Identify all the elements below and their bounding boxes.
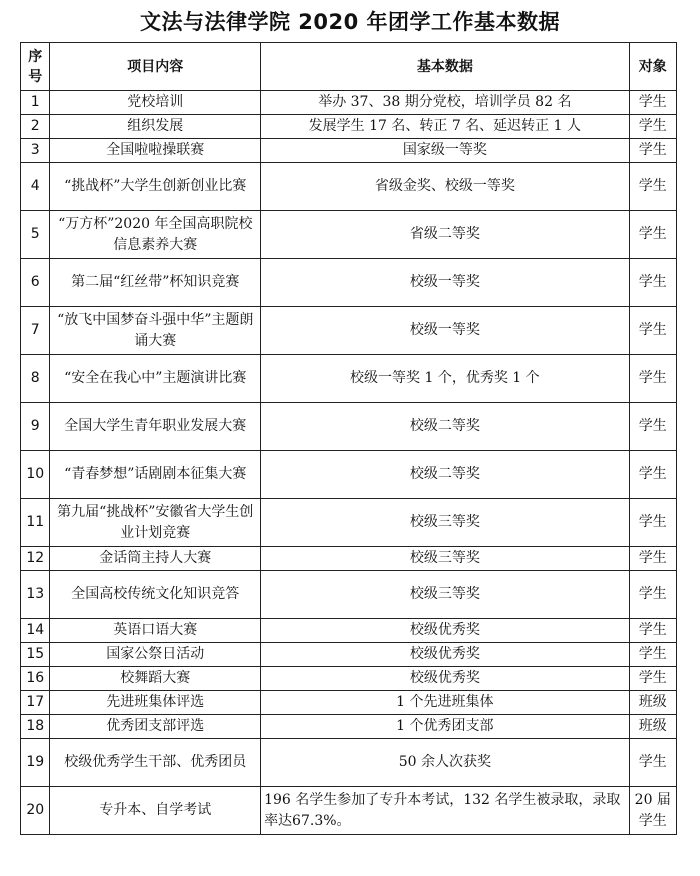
row-no: 19 bbox=[21, 739, 50, 787]
row-target: 学生 bbox=[629, 571, 676, 619]
table-row bbox=[21, 691, 677, 715]
row-data: 发展学生 17 名、转正 7 名、延迟转正 1 人 bbox=[261, 115, 630, 139]
page-title: 文法与法律学院 2020 年团学工作基本数据 bbox=[139, 10, 561, 34]
table-row bbox=[21, 787, 677, 835]
row-item: 校级优秀学生干部、优秀团员 bbox=[50, 739, 261, 787]
table-row bbox=[21, 163, 677, 211]
row-target: 学生 bbox=[629, 211, 676, 259]
row-target: 学生 bbox=[629, 643, 676, 667]
header-no: 序号 bbox=[21, 43, 50, 91]
header-data: 基本数据 bbox=[261, 43, 630, 91]
row-no: 12 bbox=[21, 547, 50, 571]
row-target: 学生 bbox=[629, 139, 676, 163]
row-no: 18 bbox=[21, 715, 50, 739]
row-item: 国家公祭日活动 bbox=[50, 643, 261, 667]
row-data: 196 名学生参加了专升本考试，132 名学生被录取，录取率达67.3%。 bbox=[261, 787, 630, 835]
table-row bbox=[21, 139, 677, 163]
row-item: 全国大学生青年职业发展大赛 bbox=[50, 403, 261, 451]
row-no: 7 bbox=[21, 307, 50, 355]
row-no: 6 bbox=[21, 259, 50, 307]
row-data: 校级优秀奖 bbox=[261, 667, 630, 691]
row-target: 学生 bbox=[629, 259, 676, 307]
row-item: 金话筒主持人大赛 bbox=[50, 547, 261, 571]
table-row bbox=[21, 211, 677, 259]
row-item: 英语口语大赛 bbox=[50, 619, 261, 643]
row-target: 学生 bbox=[629, 403, 676, 451]
table-row bbox=[21, 739, 677, 787]
row-data: 校级一等奖 bbox=[261, 259, 630, 307]
row-data: 省级二等奖 bbox=[261, 211, 630, 259]
table-row bbox=[21, 571, 677, 619]
row-item: 专升本、自学考试 bbox=[50, 787, 261, 835]
row-no: 4 bbox=[21, 163, 50, 211]
row-no: 20 bbox=[21, 787, 50, 835]
row-target: 班级 bbox=[629, 691, 676, 715]
row-target: 学生 bbox=[629, 667, 676, 691]
row-no: 3 bbox=[21, 139, 50, 163]
row-data: 校级二等奖 bbox=[261, 403, 630, 451]
row-data: 校级一等奖 bbox=[261, 307, 630, 355]
row-item: 党校培训 bbox=[50, 91, 261, 115]
row-no: 13 bbox=[21, 571, 50, 619]
header-row bbox=[21, 43, 677, 91]
row-target: 20 届学生 bbox=[629, 787, 676, 835]
row-no: 17 bbox=[21, 691, 50, 715]
row-data: 校级二等奖 bbox=[261, 451, 630, 499]
row-target: 学生 bbox=[629, 307, 676, 355]
row-item: “青春梦想”话剧剧本征集大赛 bbox=[50, 451, 261, 499]
row-no: 14 bbox=[21, 619, 50, 643]
row-no: 15 bbox=[21, 643, 50, 667]
row-data: 1 个先进班集体 bbox=[261, 691, 630, 715]
table-row bbox=[21, 355, 677, 403]
row-no: 11 bbox=[21, 499, 50, 547]
table-row bbox=[21, 643, 677, 667]
row-no: 16 bbox=[21, 667, 50, 691]
row-item: 全国高校传统文化知识竞答 bbox=[50, 571, 261, 619]
row-data: 校级三等奖 bbox=[261, 547, 630, 571]
row-data: 校级三等奖 bbox=[261, 499, 630, 547]
table-row bbox=[21, 451, 677, 499]
row-item: 第九届“挑战杯”安徽省大学生创业计划竞赛 bbox=[50, 499, 261, 547]
row-no: 9 bbox=[21, 403, 50, 451]
row-target: 学生 bbox=[629, 91, 676, 115]
row-data: 校级优秀奖 bbox=[261, 619, 630, 643]
row-data: 举办 37、38 期分党校，培训学员 82 名 bbox=[261, 91, 630, 115]
header-item: 项目内容 bbox=[50, 43, 261, 91]
row-data: 校级一等奖 1 个，优秀奖 1 个 bbox=[261, 355, 630, 403]
table-row bbox=[21, 715, 677, 739]
row-target: 学生 bbox=[629, 451, 676, 499]
data-table bbox=[20, 42, 677, 835]
row-target: 学生 bbox=[629, 547, 676, 571]
table-row bbox=[21, 619, 677, 643]
row-data: 国家级一等奖 bbox=[261, 139, 630, 163]
row-no: 2 bbox=[21, 115, 50, 139]
row-item: 第二届“红丝带”杯知识竞赛 bbox=[50, 259, 261, 307]
table-row bbox=[21, 547, 677, 571]
row-data: 省级金奖、校级一等奖 bbox=[261, 163, 630, 211]
row-target: 班级 bbox=[629, 715, 676, 739]
table-row bbox=[21, 667, 677, 691]
table-row bbox=[21, 259, 677, 307]
row-no: 5 bbox=[21, 211, 50, 259]
row-item: 优秀团支部评选 bbox=[50, 715, 261, 739]
row-data: 校级三等奖 bbox=[261, 571, 630, 619]
header-target: 对象 bbox=[629, 43, 676, 91]
row-target: 学生 bbox=[629, 499, 676, 547]
table-row bbox=[21, 115, 677, 139]
table-row bbox=[21, 91, 677, 115]
row-data: 50 余人次获奖 bbox=[261, 739, 630, 787]
row-no: 8 bbox=[21, 355, 50, 403]
row-item: 校舞蹈大赛 bbox=[50, 667, 261, 691]
row-item: 先进班集体评选 bbox=[50, 691, 261, 715]
row-item: 全国啦啦操联赛 bbox=[50, 139, 261, 163]
row-target: 学生 bbox=[629, 115, 676, 139]
row-target: 学生 bbox=[629, 163, 676, 211]
row-item: “安全在我心中”主题演讲比赛 bbox=[50, 355, 261, 403]
row-item: “放飞中国梦奋斗强中华”主题朗诵大赛 bbox=[50, 307, 261, 355]
row-item: 组织发展 bbox=[50, 115, 261, 139]
table-row bbox=[21, 499, 677, 547]
table-row bbox=[21, 307, 677, 355]
row-target: 学生 bbox=[629, 619, 676, 643]
row-item: “挑战杯”大学生创新创业比赛 bbox=[50, 163, 261, 211]
row-target: 学生 bbox=[629, 355, 676, 403]
row-target: 学生 bbox=[629, 739, 676, 787]
table-row bbox=[21, 403, 677, 451]
row-no: 1 bbox=[21, 91, 50, 115]
row-item: “万方杯”2020 年全国高职院校信息素养大赛 bbox=[50, 211, 261, 259]
row-data: 1 个优秀团支部 bbox=[261, 715, 630, 739]
row-no: 10 bbox=[21, 451, 50, 499]
row-data: 校级优秀奖 bbox=[261, 643, 630, 667]
